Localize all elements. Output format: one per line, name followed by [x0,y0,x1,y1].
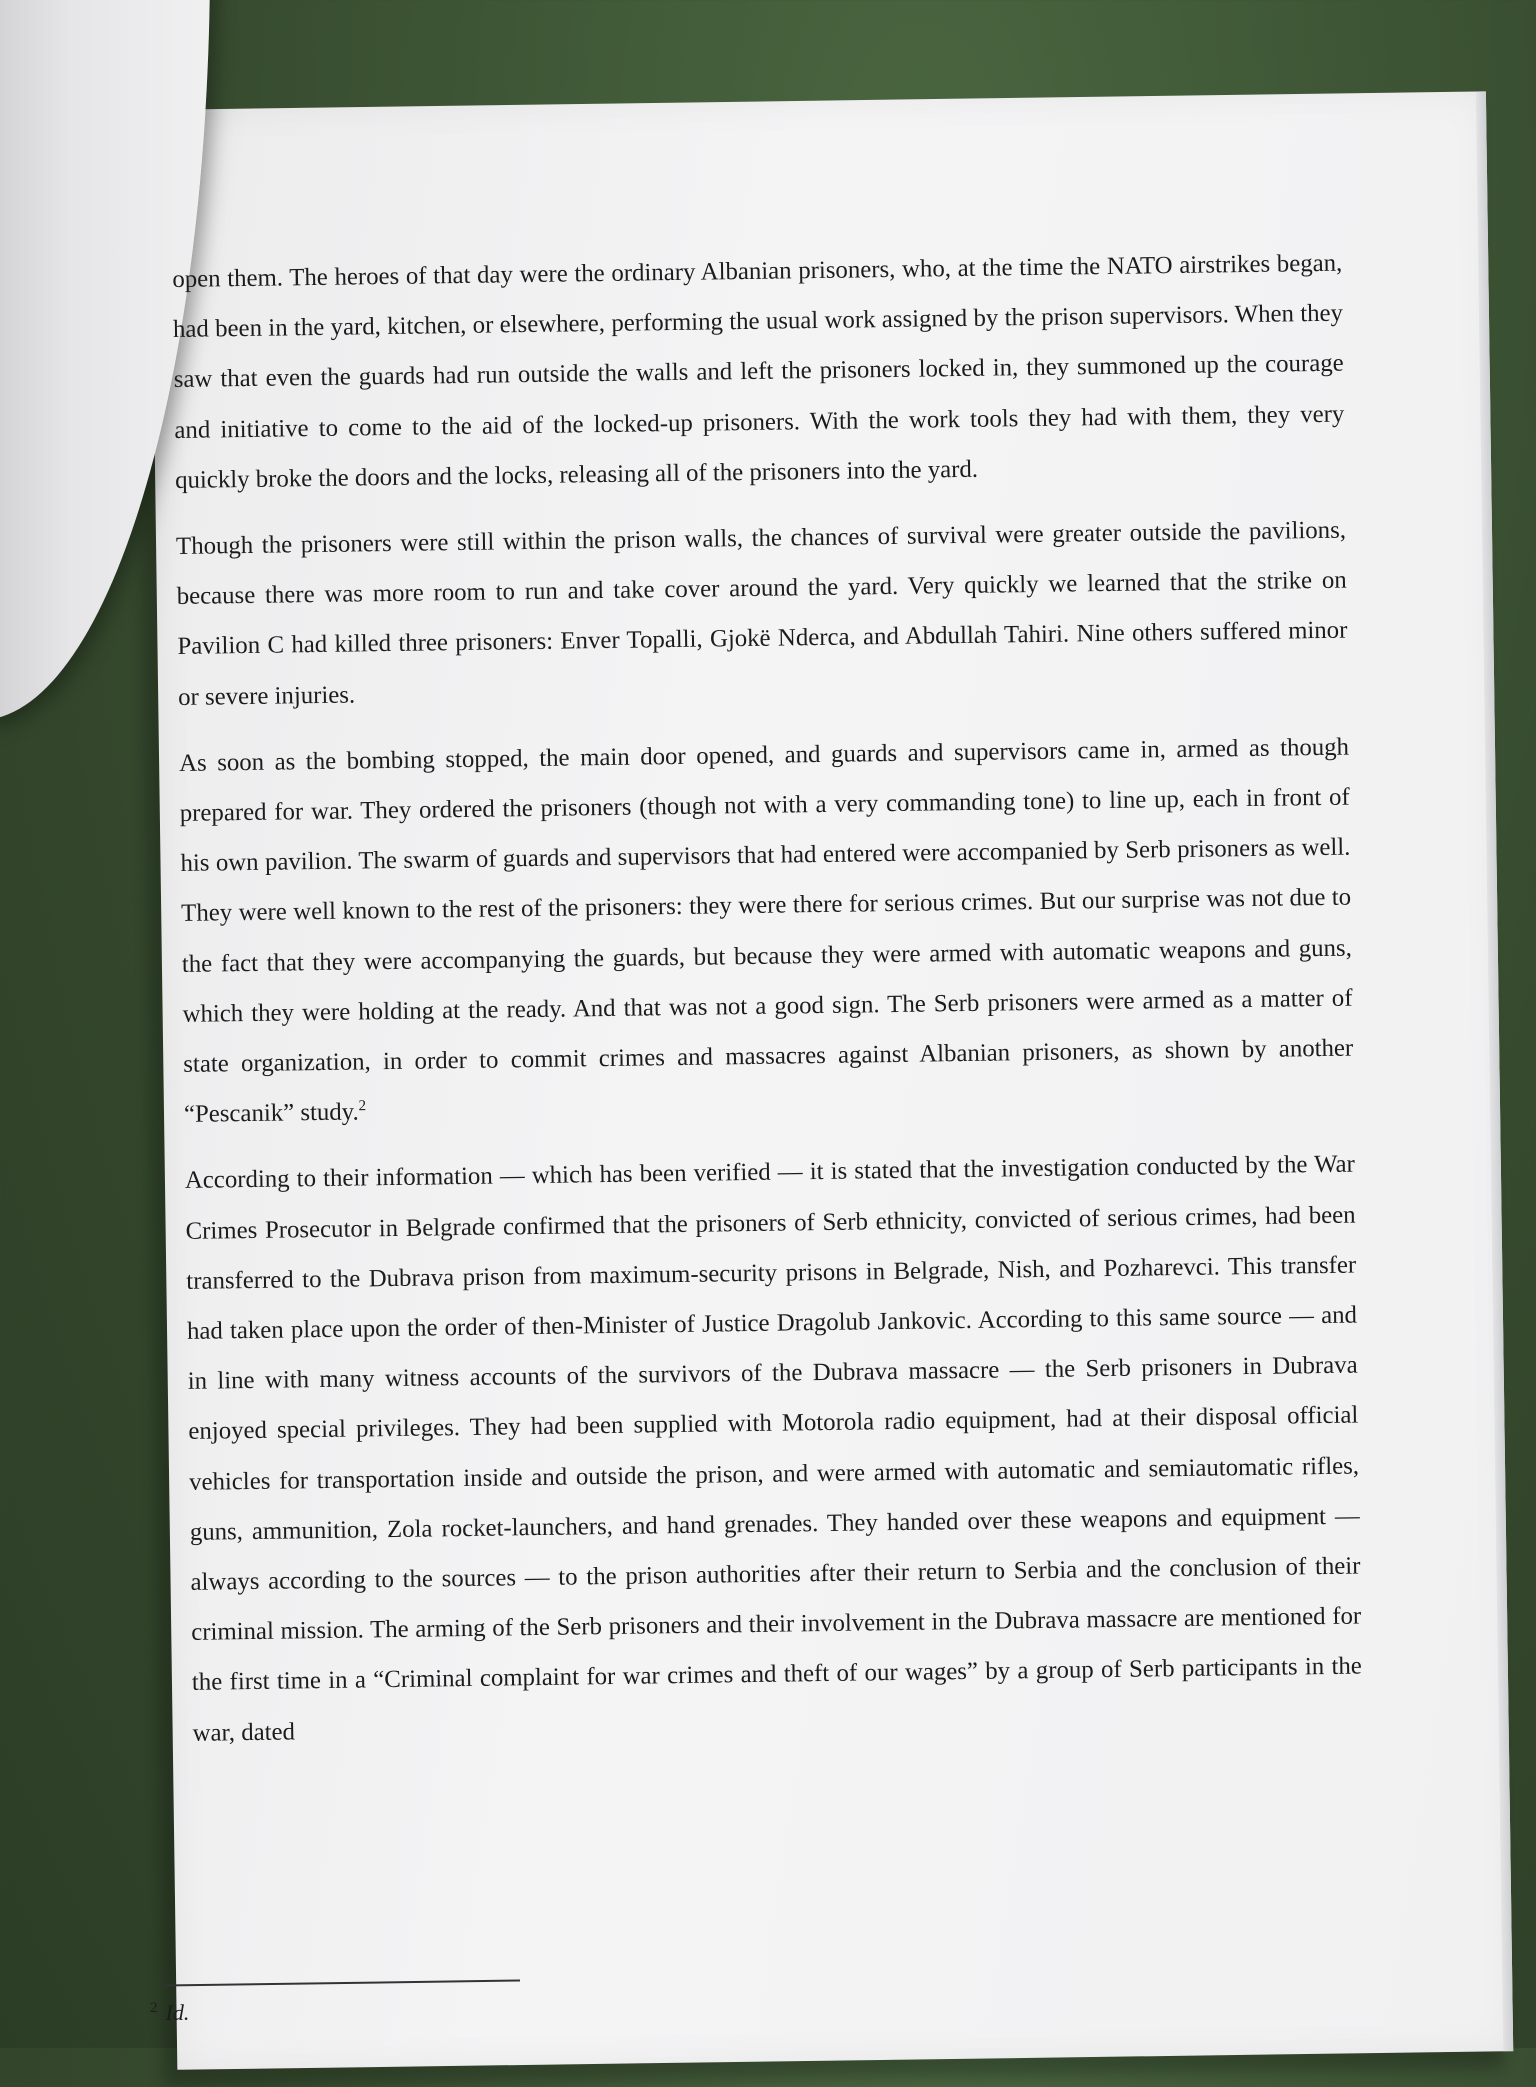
paragraph-2: Though the prisoners were still within the prison walls, the chances of survival were greater outside the pavilions, because there was more room to run and take cover around the yard. Very quickly we learned that the strike on Pavilion C had killed three prisoners: Enver Topalli, Gjokë Nderca, and Abdullah Tahiri. Nine others suffered minor or severe injuries. [175,516,1348,711]
footnote-number: 2 [150,2000,158,2016]
page-edge [1476,91,1513,2051]
footnote [150,2000,189,2026]
footnote-reference[interactable]: 2 [358,1098,367,1115]
paragraph-3 [179,722,1354,1140]
body-text [172,239,1363,1775]
footnote-text: Id. [165,2000,190,2025]
paragraph-1: open them. The heroes of that day were the ordinary Albanian prisoners, who, at the time the NATO airstrikes began, had been in the yard, kitchen, or elsewhere, performing the usual work assigned by the prison supervisors. When they saw that even the guards had run outside the walls and left the prisoners locked in, they summoned up the courage and initiative to come to the aid of the locked-up prisoners. With the work tools they had with them, they very quickly broke the doors and the locks, releasing all of the prisoners into the yard. [172,249,1345,494]
paragraph-4: According to their information — which has been verified — it is stated that the investigation conducted by the War Crimes Prosecutor in Belgrade confirmed that the prisoners of Serb ethnicity, convicted of serious crimes, had been transferred to the Dubrava prison from maximum-security prisons in Belgrade, Nish, and Pozharevci. This transfer had taken place upon the order of then-Minister of Justice Dragolub Jankovic. According to this same source — and in line with many witness accounts of the survivors of the Dubrava massacre — the Serb prisoners in Dubrava enjoyed special privileges. They had been supplied with Motorola radio equipment, had at their disposal official vehicles for transportation inside and outside the prison, and were armed with automatic and semiautomatic rifles, guns, ammunition, Zola rocket-launchers, and hand grenades. They handed over these weapons and equipment — always according to the sources — to the prison authorities after their return to Serbia and the conclusion of their criminal mission. The arming of the Serb prisoners and their involvement in the Dubrava massacre are mentioned for the first time in a “Criminal complaint for war crimes and theft of our wages” by a group of Serb participants in the war, dated [184,1151,1363,1747]
paragraph-3-text: As soon as the bombing stopped, the main door opened, and guards and supervisors came in, armed as though prepared for war. They ordered the prisoners (though not with a very commanding tone) to line up, each in front of his own pavilion. The swarm of guards and supervisors that had entered were accompanied by Serb prisoners as well. They were well known to the rest of the prisoners: they were there for serious crimes. But our surprise was not due to the fact that they were accompanying the guards, but because they were armed with automatic weapons and guns, which they were holding at the ready. And that was not a good sign. The Serb prisoners were armed as a matter of state organization, in order to commit crimes and massacres against Albanian prisoners, as shown by another “Pescanik” study. [178,733,1354,1129]
